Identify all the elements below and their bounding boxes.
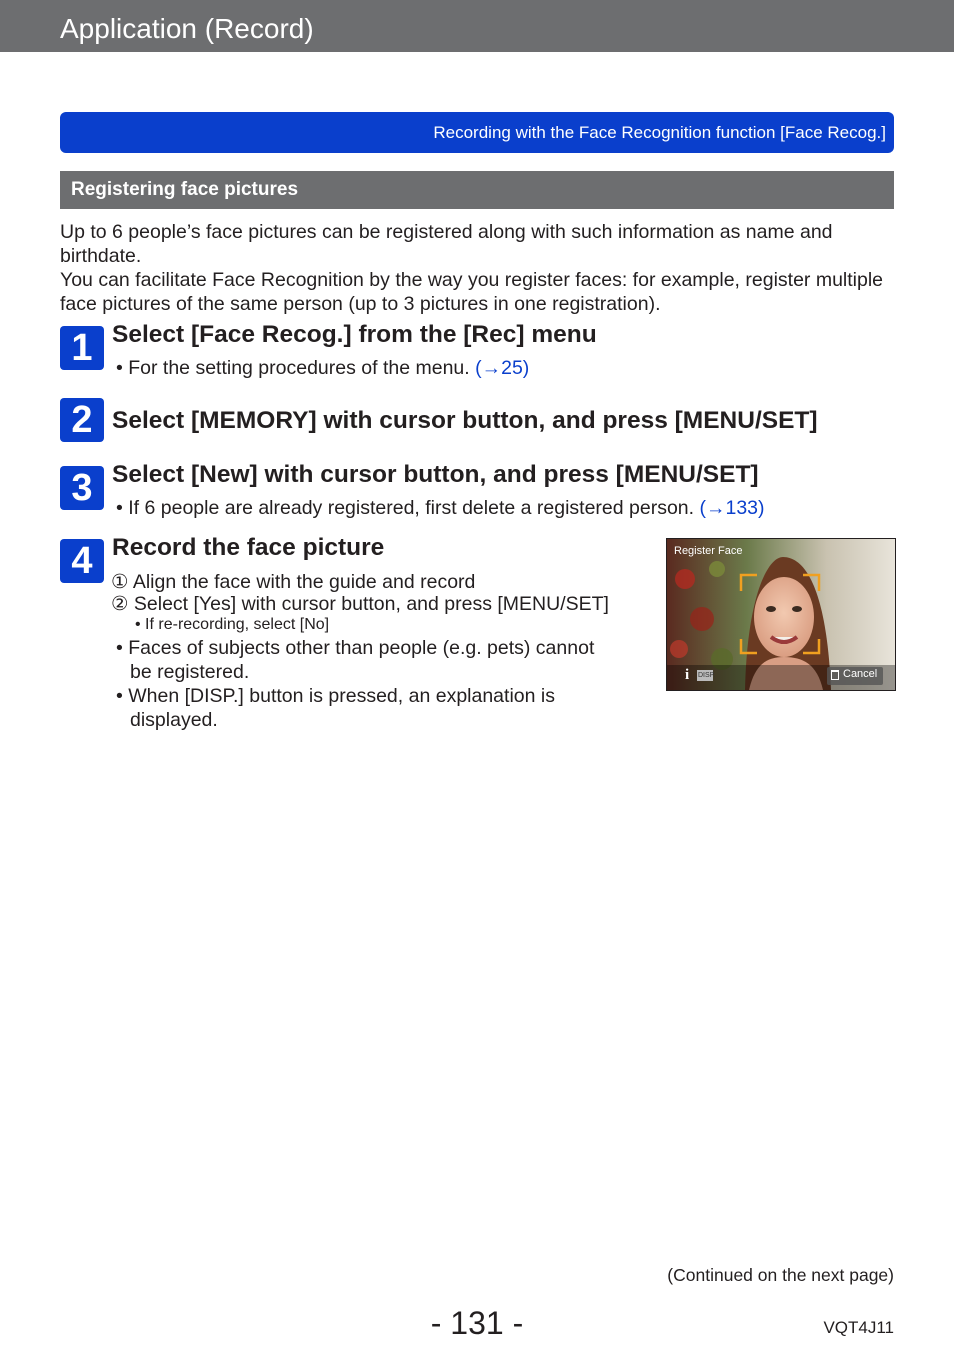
step-2-badge: 2 (60, 398, 104, 442)
step-4-bullet-1b: be registered. (130, 661, 250, 683)
step-1-note (116, 356, 529, 380)
info-icon: i (685, 667, 690, 683)
step-4-substep-1: ① Align the face with the guide and record (111, 571, 476, 593)
step-1-badge: 1 (60, 326, 104, 370)
step-4-subnote: • If re-recording, select [No] (135, 616, 330, 633)
intro-paragraph-2: You can facilitate Face Recognition by the way you register faces: for example, register multiple face pictures of the same person (up to 3 pictures in one registration). (60, 269, 884, 315)
step-4-substep-2: ② Select [Yes] with cursor button, and press [MENU/SET] (111, 593, 609, 615)
section-title: Registering face pictures (71, 179, 299, 200)
page-number: - 131 - (430, 1305, 524, 1341)
step-3-note-text: • If 6 people are already registered, first delete a registered person. (116, 497, 700, 519)
document-code: VQT4J11 (823, 1318, 894, 1337)
intro-text (60, 220, 900, 316)
step-4-bullet-1a: • Faces of subjects other than people (e.g. pets) cannot (116, 637, 595, 659)
step-1-note-text: • For the setting procedures of the menu. (116, 357, 476, 379)
step-3-note (116, 496, 765, 520)
disp-label: DISP. (698, 672, 716, 679)
step-3-page-link[interactable]: (→133) (699, 497, 765, 519)
continued-note: (Continued on the next page) (667, 1265, 894, 1285)
section-heading (60, 171, 894, 209)
step-1-title: Select [Face Recog.] from the [Rec] menu (112, 321, 597, 348)
cancel-label: Cancel (843, 668, 878, 680)
step-3-title: Select [New] with cursor button, and press [MENU/SET] (112, 461, 759, 488)
header-bar (0, 0, 954, 52)
intro-paragraph-1: Up to 6 people’s face pictures can be registered along with such information as name and birthdate. (60, 221, 833, 267)
section-banner (60, 112, 894, 153)
step-4-bullet-2a: • When [DISP.] button is pressed, an explanation is (116, 685, 555, 707)
step-3-badge: 3 (60, 466, 104, 510)
step-4-title: Record the face picture (112, 534, 385, 561)
step-4-badge: 4 (60, 539, 104, 583)
chapter-title: Application (Record) (60, 13, 314, 44)
banner-text: Recording with the Face Recognition function [Face Recog.] (433, 123, 886, 142)
step-4-bullet-2b: displayed. (130, 709, 218, 731)
trash-icon (831, 670, 839, 680)
step-1-page-link[interactable]: (→25) (475, 357, 530, 379)
screen-title: Register Face (674, 545, 743, 557)
step-2-title: Select [MEMORY] with cursor button, and press [MENU/SET] (112, 407, 818, 434)
register-face-screen (666, 538, 896, 691)
